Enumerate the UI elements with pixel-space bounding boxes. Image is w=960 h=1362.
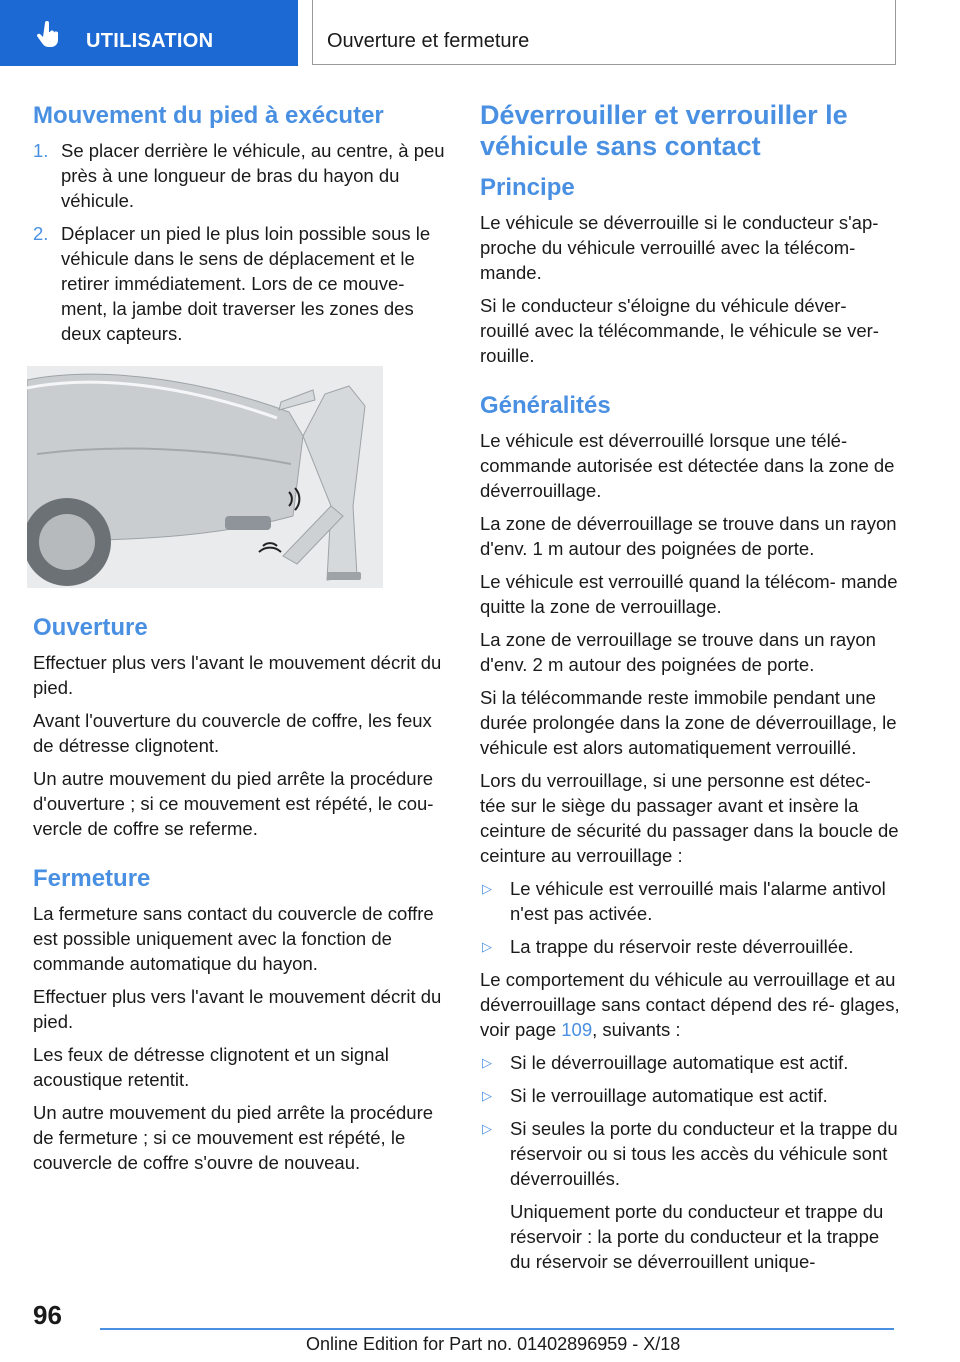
page-link[interactable]: 109 xyxy=(561,1019,593,1040)
triangle-bullet-icon: ▷ xyxy=(482,881,492,896)
step-item xyxy=(33,138,451,213)
page-number: 96 xyxy=(33,1300,62,1330)
step-number: 2. xyxy=(33,223,49,244)
paragraph: Le véhicule est déverrouillé lorsque une télé‐ commande autorisée est détectée dans la zone de déverrouillage. xyxy=(480,430,895,501)
indented-paragraph: Uniquement porte du conducteur et trappe du réservoir : la porte du conducteur et la trappe du réservoir se déverrouillent unique‐ xyxy=(510,1201,884,1272)
bullet-list xyxy=(480,1050,900,1191)
paragraph: Un autre mouvement du pied arrête la procédure d'ouverture ; si ce mouvement est répété, le cou‐ vercle de coffre se referme. xyxy=(33,768,434,839)
triangle-bullet-icon: ▷ xyxy=(482,939,492,954)
bullet-list xyxy=(480,876,900,959)
heading-fermeture: Fermeture xyxy=(33,865,151,892)
step-number: 1. xyxy=(33,140,49,161)
list-item: ▷ Si le verrouillage automatique est actif. xyxy=(482,1085,828,1106)
illustration-foot-gesture xyxy=(27,366,383,588)
step-text: Déplacer un pied le plus loin possible sous le véhicule dans le sens de déplacement et le retirer immédiatement. Lors de ce mouve‐ ment, la jambe doit traverser les zones des deux capteurs. xyxy=(61,223,431,344)
heading-ouverture: Ouverture xyxy=(33,614,148,641)
paragraph: Si le conducteur s'éloigne du véhicule déver‐ rouillé avec la télécommande, le véhicule se ver‐ rouille. xyxy=(480,295,879,366)
paragraph: Effectuer plus vers l'avant le mouvement décrit du pied. xyxy=(33,652,442,698)
hand-pointer-icon xyxy=(34,20,64,50)
car-rear-illustration xyxy=(27,366,383,588)
list-item: ▷ La trappe du réservoir reste déverrouillée. xyxy=(482,936,854,957)
paragraph: Les feux de détresse clignotent et un signal acoustique retentit. xyxy=(33,1044,389,1090)
section-title: UTILISATION xyxy=(86,30,214,52)
paragraph: La zone de verrouillage se trouve dans un rayon d'env. 2 m autour des poignées de porte. xyxy=(480,629,876,675)
paragraph: La zone de déverrouillage se trouve dans un rayon d'env. 1 m autour des poignées de porte. xyxy=(480,513,897,559)
heading-principe: Principe xyxy=(480,174,575,201)
list-item: ▷ Si le déverrouillage automatique est actif. xyxy=(482,1052,849,1073)
triangle-bullet-icon: ▷ xyxy=(482,1088,492,1103)
section-tab xyxy=(0,0,298,66)
steps-list xyxy=(33,138,451,346)
paragraph: Si la télécommande reste immobile pendant une durée prolongée dans la zone de déverrouillage, le véhicule est alors automatiquement verrouillé. xyxy=(480,687,897,758)
list-item: ▷ Si seules la porte du conducteur et la trappe du réservoir ou si tous les accès du véhicule sont déverrouillés. xyxy=(482,1118,898,1189)
chapter-box xyxy=(312,0,896,65)
footer-divider xyxy=(100,1328,894,1330)
paragraph: La fermeture sans contact du couvercle de coffre est possible uniquement avec la fonction de commande automatique du hayon. xyxy=(33,903,434,974)
chapter-title: Ouverture et fermeture xyxy=(327,30,530,52)
paragraph: Effectuer plus vers l'avant le mouvement décrit du pied. xyxy=(33,986,442,1032)
left-column xyxy=(33,100,451,1183)
step-item xyxy=(33,221,451,346)
paragraph: Avant l'ouverture du couvercle de coffre, les feux de détresse clignotent. xyxy=(33,710,432,756)
footer-edition: Online Edition for Part no. 01402896959 - X/18 xyxy=(306,1334,681,1354)
list-item: ▷ Le véhicule est verrouillé mais l'alarme antivol n'est pas activée. xyxy=(482,878,886,924)
heading-mouvement: Mouvement du pied à exécuter xyxy=(33,102,384,129)
triangle-bullet-icon: ▷ xyxy=(482,1121,492,1136)
paragraph: Le comportement du véhicule au verrouillage et au déverrouillage sans contact dépend des ré‐ glages, voir page 109, suivants : xyxy=(480,969,900,1040)
paragraph: Lors du verrouillage, si une personne est détec‐ tée sur le siège du passager avant et insère la ceinture de sécurité du passager dans la boucle de ceinture au verrouillage : xyxy=(480,770,899,866)
paragraph: Un autre mouvement du pied arrête la procédure de fermeture ; si ce mouvement est répété, le couvercle de coffre s'ouvre de nouveau. xyxy=(33,1102,434,1173)
paragraph: Le véhicule se déverrouille si le conducteur s'ap‐ proche du véhicule verrouillé avec la télécom‐ mande. xyxy=(480,212,879,283)
heading-main: Déverrouiller et verrouiller le véhicule sans contact xyxy=(480,100,848,161)
right-column xyxy=(480,100,900,1282)
step-text: Se placer derrière le véhicule, au centre, à peu près à une longueur de bras du hayon du véhicule. xyxy=(61,140,445,211)
heading-generalites: Généralités xyxy=(480,392,611,419)
page-header xyxy=(0,0,960,66)
paragraph: Le véhicule est verrouillé quand la télécom‐ mande quitte la zone de verrouillage. xyxy=(480,571,898,617)
triangle-bullet-icon: ▷ xyxy=(482,1055,492,1070)
